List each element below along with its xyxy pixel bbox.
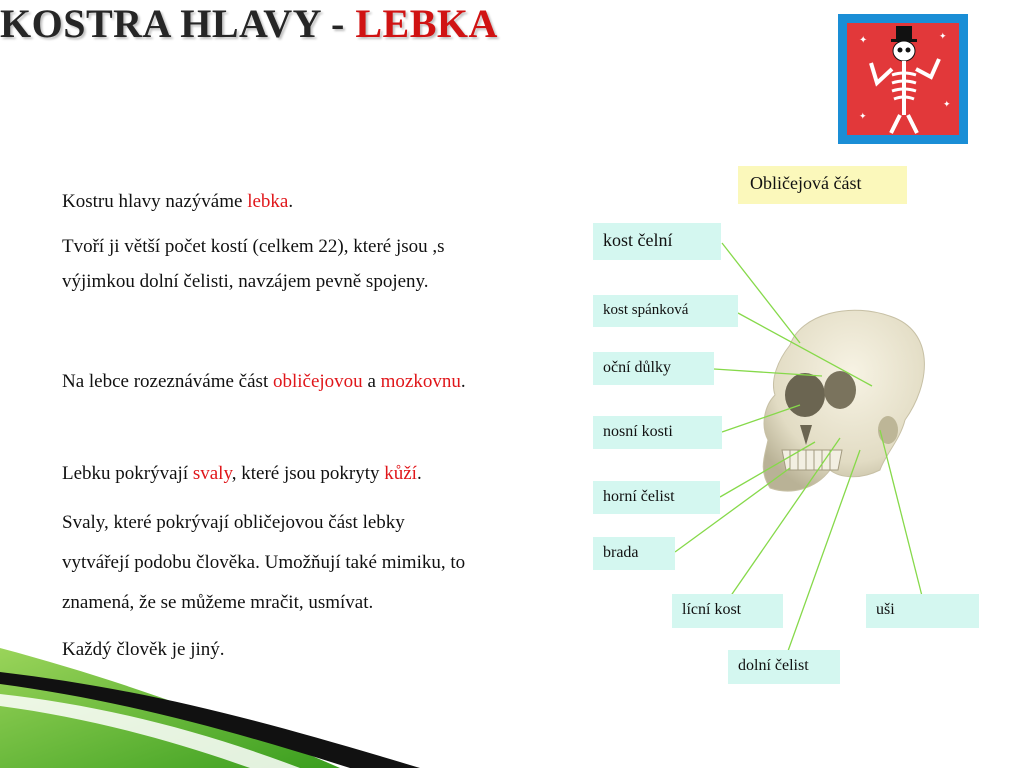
paragraph-6: Každý člověk je jiný. (62, 639, 225, 660)
paragraph-3: Na lebce rozeznáváme část obličejovou a mozkovnu. (62, 371, 466, 392)
label-temporal-bone: kost spánková (593, 295, 738, 327)
paragraph-1: Kostru hlavy nazýváme lebka. (62, 191, 294, 212)
term-mozkovnu: mozkovnu (380, 371, 461, 392)
face-part-heading: Obličejová část (738, 166, 907, 204)
term-oblicejovou: obličejovou (272, 371, 363, 392)
term-kuzi: kůží (384, 463, 417, 484)
paragraph-4: Lebku pokrývají svaly, které jsou pokryty kůží. (62, 463, 422, 484)
label-chin: brada (593, 537, 675, 570)
label-frontal-bone: kost čelní (593, 223, 721, 260)
label-upper-jaw: horní čelist (593, 481, 720, 514)
svg-text:✦: ✦ (859, 35, 868, 46)
svg-text:✦: ✦ (943, 99, 951, 109)
page-title: KOSTRA HLAVY - LEBKA (0, 1, 498, 46)
label-eye-sockets: oční důlky (593, 352, 714, 385)
term-svaly: svaly (192, 463, 232, 484)
label-nasal-bones: nosní kosti (593, 416, 722, 449)
paragraph-2: Tvoří ji větší počet kostí (celkem 22), které jsou ,s výjimkou dolní čelisti, navzájem pevně spojeny. (62, 236, 445, 292)
term-lebka: lebka (247, 191, 289, 212)
paragraph-5: Svaly, které pokrývají obličejovou část lebky vytvářejí podobu člověka. Umožňují také mimiku, to znamená, že se můžeme mračit, usmívat. (62, 512, 466, 613)
page-title-accent: LEBKA (355, 1, 498, 46)
svg-text:✦: ✦ (939, 31, 947, 41)
label-ears: uši (866, 594, 979, 628)
svg-text:✦: ✦ (859, 111, 867, 121)
skull-illustration (763, 310, 924, 491)
label-cheek-bone: lícní kost (672, 594, 783, 628)
label-lower-jaw: dolní čelist (728, 650, 840, 684)
